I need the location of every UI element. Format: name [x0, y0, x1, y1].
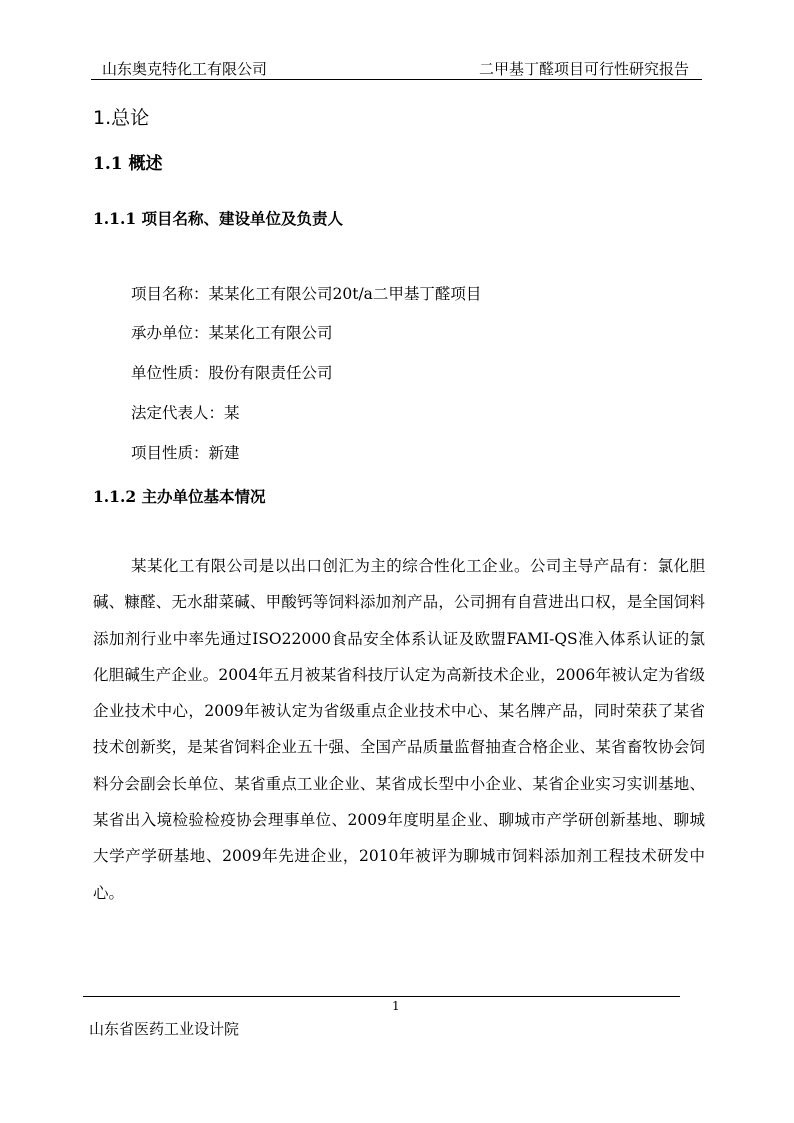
- header-rule: [91, 79, 702, 80]
- field-project-name: 项目名称：某某化工有限公司20t/a二甲基丁醛项目: [131, 285, 482, 303]
- footer-institute: 山东省医药工业设计院: [89, 1020, 240, 1038]
- page-number: 1: [392, 999, 400, 1013]
- header-report-title: 二甲基丁醛项目可行性研究报告: [478, 60, 689, 78]
- section-title: 1.1 概述: [93, 154, 163, 174]
- field-legal-rep: 法定代表人：某: [131, 404, 240, 422]
- field-unit-nature: 单位性质：股份有限责任公司: [131, 364, 333, 382]
- field-project-nature: 项目性质：新建: [131, 444, 240, 462]
- field-organizer: 承办单位：某某化工有限公司: [131, 324, 333, 342]
- subsection-title-2: 1.1.2 主办单位基本情况: [93, 487, 266, 506]
- subsection-title-1: 1.1.1 项目名称、建设单位及负责人: [93, 209, 344, 228]
- chapter-title: 1.总论: [93, 107, 150, 129]
- header-company: 山东奥克特化工有限公司: [102, 60, 268, 78]
- body-paragraph: 某某化工有限公司是以出口创汇为主的综合性化工企业。公司主导产品有：氯化胆碱、糠醛、无水甜菜碱、甲酸钙等饲料添加剂产品，公司拥有自营进出口权，是全国饲料添加剂行业中率先通过ISO22000食品安全体系认证及欧盟FAMI-QS准入体系认证的氯化胆碱生产企业。2004年五月被某省科技厅认定为高新技术企业，2006年被认定为省级企业技术中心，2009年被认定为省级重点企业技术中心、某名牌产品，同时荣获了某省技术创新奖，是某省饲料企业五十强、全国产品质量监督抽查合格企业、某省畜牧协会饲料分会副会长单位、某省重点工业企业、某省成长型中小企业、某省企业实习实训基地、某省出入境检验检疫协会理事单位、2009年度明星企业、聊城市产学研创新基地、聊城大学产学研基地、2009年先进企业，2010年被评为聊城市饲料添加剂工程技术研发中心。: [93, 557, 705, 902]
- footer-rule: [83, 996, 680, 997]
